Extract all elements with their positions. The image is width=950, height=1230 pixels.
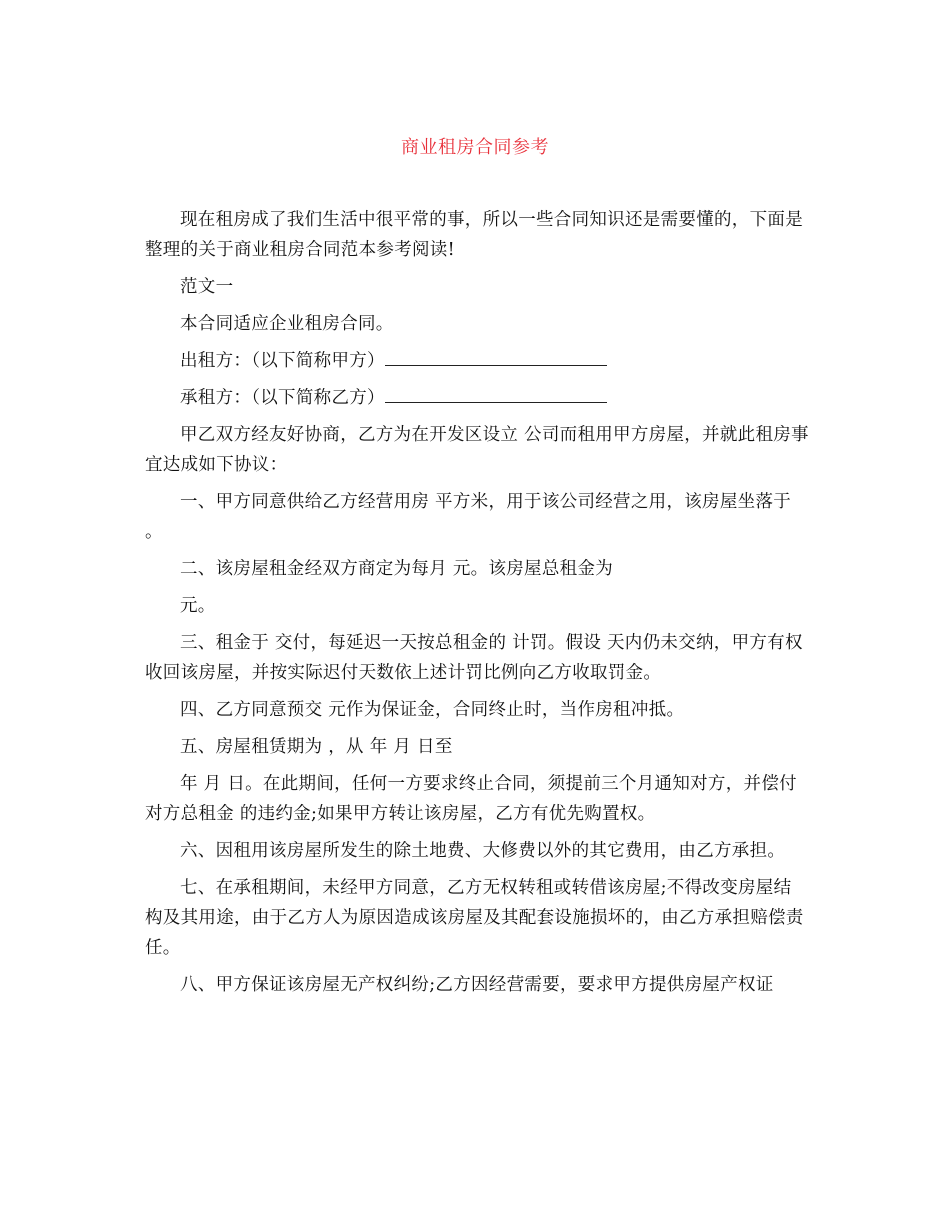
lessee-blank [385, 384, 607, 403]
lessee-label: 承租方：（以下简称乙方） [180, 388, 385, 408]
lessor-blank [385, 347, 607, 366]
clause-6: 六、因租用该房屋所发生的除土地费、大修费以外的其它费用，由乙方承担。 [180, 841, 786, 861]
lessee-line [145, 383, 809, 413]
clause-2a: 二、该房屋租金经双方商定为每月 元。该房屋总租金为 [180, 559, 614, 579]
clause-1: 一、甲方同意供给乙方经营用房 平方米，用于该公司经营之用，该房屋坐落于 。 [145, 492, 792, 542]
document-body [145, 205, 809, 1007]
lessor-line [145, 346, 809, 376]
lessor-label: 出租方：（以下简称甲方） [180, 351, 385, 371]
document-title: 商业租房合同参考 [401, 137, 549, 158]
clause-4: 四、乙方同意预交 元作为保证金，合同终止时，当作房租冲抵。 [180, 700, 685, 720]
scope-paragraph: 本合同适应企业租房合同。 [180, 314, 394, 334]
clause-7: 七、在承租期间，未经甲方同意，乙方无权转租或转借该房屋;不得改变房屋结构及其用途，由于乙方人为原因造成该房屋及其配套设施损坏的，由乙方承担赔偿责任。 [145, 878, 804, 958]
clause-8: 八、甲方保证该房屋无产权纠纷;乙方因经营需要，要求甲方提供房屋产权证 [180, 975, 774, 995]
clause-5b: 年 月 日。在此期间，任何一方要求终止合同，须提前三个月通知对方，并偿付对方总租金 的违约金;如果甲方转让该房屋，乙方有优先购置权。 [145, 774, 797, 824]
clause-3: 三、租金于 交付，每延迟一天按总租金的 计罚。假设 天内仍未交纳，甲方有权收回该房屋，并按实际迟付天数依上述计罚比例向乙方收取罚金。 [145, 633, 803, 683]
intro-paragraph: 现在租房成了我们生活中很平常的事，所以一些合同知识还是需要懂的，下面是整理的关于商业租房合同范本参考阅读! [145, 210, 803, 260]
preamble-paragraph: 甲乙双方经友好协商，乙方为在开发区设立 公司而租用甲方房屋，并就此租房事宜达成如下协议： [145, 425, 809, 475]
clause-5a: 五、房屋租赁期为 ，从 年 月 日至 [180, 737, 453, 757]
sample-heading: 范文一 [180, 277, 234, 297]
clause-2b: 元。 [180, 596, 216, 616]
